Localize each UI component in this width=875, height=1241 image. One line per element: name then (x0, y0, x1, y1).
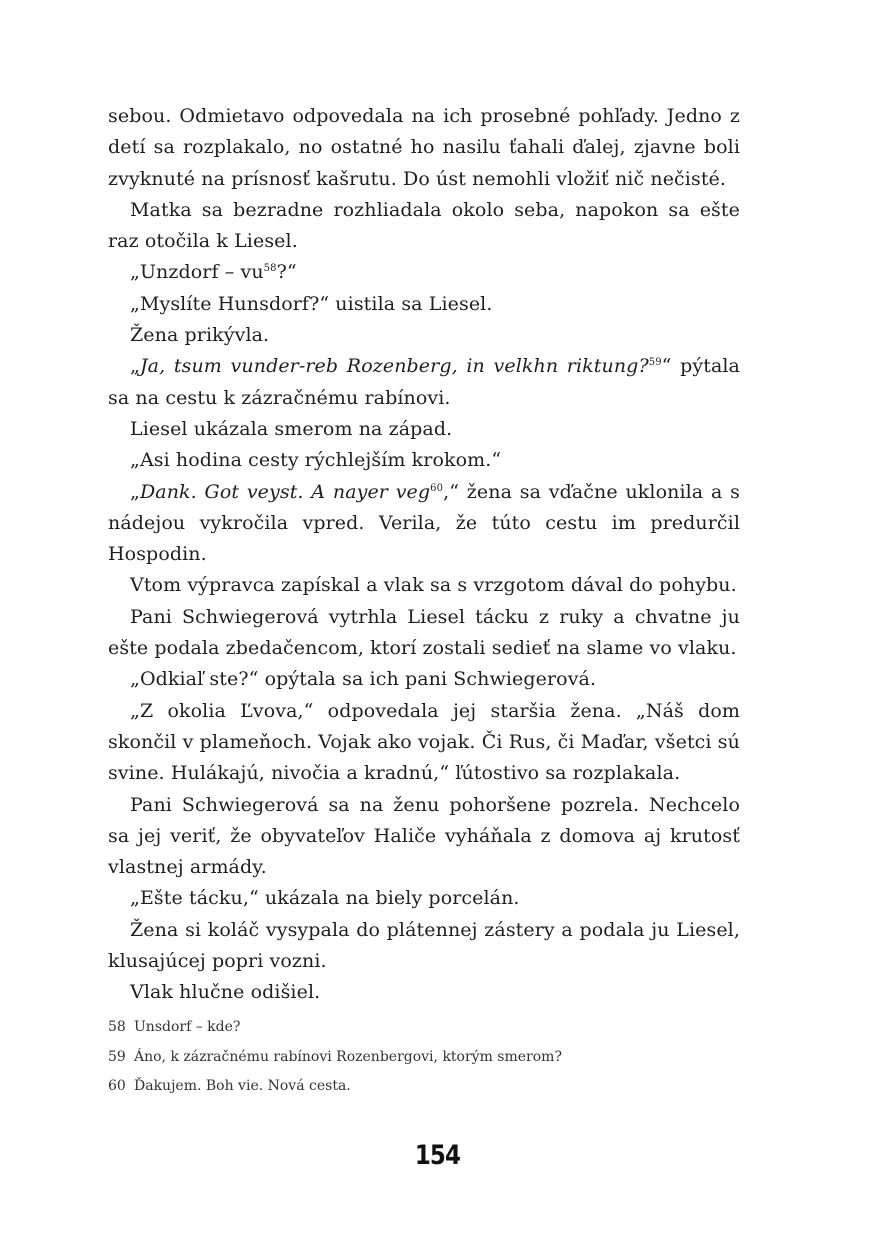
paragraph (108, 570, 740, 601)
paragraph (108, 883, 740, 914)
footnote-text: Áno, k zázračnému rabínovi Rozenbergovi, ktorým smerom? (134, 1048, 562, 1065)
footnote-ref: 60 (430, 482, 444, 494)
footnote-number: 60 (108, 1078, 126, 1094)
text-run: „Odkiaľ ste?“ opýtala sa ich pani Schwiegerová. (130, 668, 597, 691)
footnote-number: 58 (108, 1019, 126, 1035)
paragraph (108, 195, 740, 258)
paragraph (108, 257, 740, 288)
text-run: „Ešte tácku,“ ukázala na biely porcelán. (130, 887, 520, 910)
body-text (108, 101, 740, 1009)
paragraph (108, 696, 740, 790)
text-run: Matka sa bezradne rozhliadala okolo seba, napokon sa ešte raz otočila k Liesel. (108, 198, 740, 253)
paragraph (108, 320, 740, 351)
text-run: „Z okolia Ľvova,“ odpovedala jej staršia žena. „Náš dom skončil v plameňoch. Vojak ako vojak. Či Rus, či Maďar, všetci sú svine. Hulákajú, nivočia a kradnú,“ ľútostivo sa rozplakala. (108, 699, 740, 785)
footnote-number: 59 (108, 1048, 126, 1065)
text-run: „ (130, 355, 140, 378)
footnote (108, 1072, 748, 1102)
text-run: “ pýtala sa na cestu k zázračnému rabínovi. (108, 355, 740, 409)
text-run: ?“ (276, 261, 297, 284)
italic-phrase: Dank. Got veyst. A nayer veg (139, 480, 431, 503)
text-run: „ (130, 480, 140, 503)
text-run: Pani Schwiegerová vytrhla Liesel tácku z ruky a chvatne ju ešte podala zbedačencom, ktorí zostali sedieť na slame vo vlaku. (108, 605, 740, 660)
text-run: Liesel ukázala smerom na západ. (130, 417, 453, 440)
text-run: „Asi hodina cesty rýchlejším krokom.“ (130, 449, 502, 472)
paragraph (108, 477, 740, 571)
footnote-text: Ďakujem. Boh vie. Nová cesta. (134, 1078, 351, 1094)
footnote (108, 1043, 748, 1073)
text-run: Žena prikývla. (130, 324, 270, 347)
text-run: Pani Schwiegerová sa na ženu pohoršene pozrela. Nechcelo sa jej veriť, že obyvateľov Haliče vyháňala z domova aj krutosť vlastnej armády. (108, 793, 740, 879)
footnote (108, 1013, 748, 1043)
page-number: 154 (414, 1140, 461, 1171)
footnote-text: Unsdorf – kde? (134, 1019, 241, 1035)
text-run: Vlak hlučne odišiel. (130, 981, 321, 1004)
footnote-ref: 58 (263, 263, 277, 275)
footnotes (108, 1013, 748, 1102)
text-run: Vtom výpravca zapískal a vlak sa s vrzgotom dával do pohybu. (130, 574, 737, 597)
paragraph (108, 414, 740, 445)
paragraph (108, 101, 740, 195)
paragraph (108, 790, 740, 884)
italic-phrase: Ja, tsum vunder-reb Rozenberg, in velkhn riktung? (139, 355, 649, 378)
paragraph (108, 445, 740, 476)
paragraph (108, 602, 740, 665)
text-run: ,“ žena sa vďačne uklonila a s nádejou vykročila vpred. Verila, že túto cestu im predurčil Hospodin. (108, 480, 740, 566)
paragraph (108, 915, 740, 978)
paragraph (108, 351, 740, 414)
text-run: „Myslíte Hunsdorf?“ uistila sa Liesel. (130, 292, 493, 315)
text-run: sebou. Odmietavo odpovedala na ich prosebné pohľady. Jedno z detí sa rozplakalo, no ostatné ho nasilu ťahali ďalej, zjavne boli zvyknuté na prísnosť kašrutu. Do úst nemohli vložiť nič nečisté. (108, 105, 740, 190)
paragraph (108, 664, 740, 695)
text-run: Žena si koláč vysypala do plátennej zástery a podala ju Liesel, klusajúcej popri vozni. (108, 918, 740, 973)
footnote-ref: 59 (648, 357, 662, 369)
paragraph (108, 977, 740, 1008)
text-run: „Unzdorf – vu (130, 261, 264, 284)
paragraph (108, 289, 740, 320)
